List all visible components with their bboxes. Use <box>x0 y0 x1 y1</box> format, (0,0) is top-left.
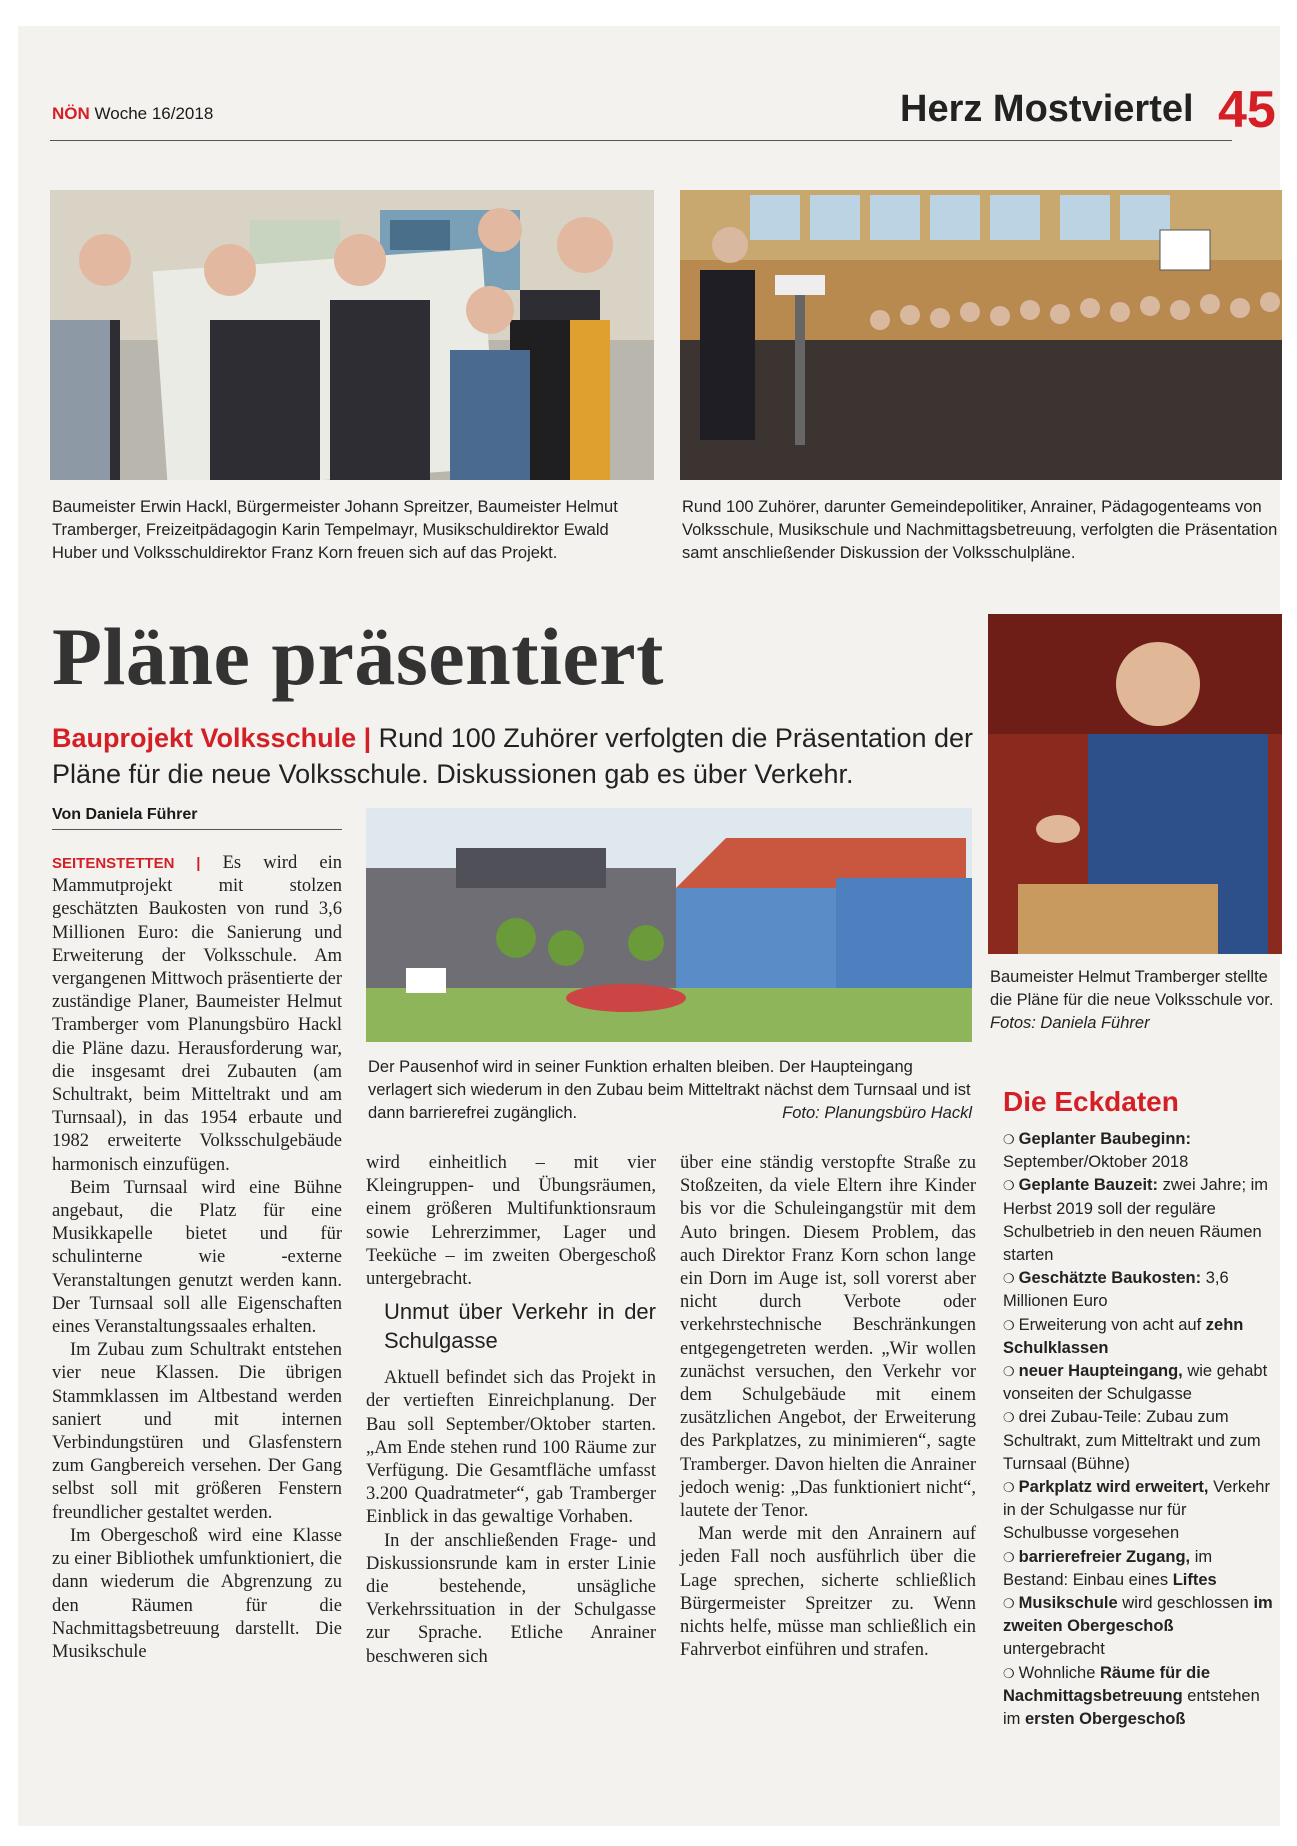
speaker-caption <box>990 966 1278 1035</box>
rendering-caption-text: Der Pausenhof wird in seiner Funktion erhalten bleiben. Der Haupteingang verlagert sich wiederum in den Zubau beim Mitteltrakt nächst dem Turnsaal und ist dann barrierefrei zugänglich. <box>368 1058 971 1122</box>
bullet-icon: ❍ <box>1003 1132 1015 1147</box>
bullet-icon: ❍ <box>1003 1178 1015 1194</box>
col1-paragraph-3: Im Zubau zum Schultrakt entstehen vier neue Klassen. Die übrigen Stammklassen im Altbestand werden saniert und mit internen Verbindungstüren und Glasfenstern zum Gangbereich versehen. Der Gang selbst soll mit größeren Fenstern freundlicher gestaltet werden. <box>52 1340 342 1523</box>
article-column-1 <box>52 852 342 1664</box>
col2-intro: wird einheitlich – mit vier Kleingruppen- und Übungsräumen, einem größeren Multifunktionsraum sowie Lehrerzimmer, Lager und Teeküche – im zweiten Obergeschoß untergebracht. <box>366 1153 656 1290</box>
eckdaten-item: ❍ Parkplatz wird erweitert, Verkehr in der Schulgasse nur für Schulbusse vorgesehen <box>1003 1478 1270 1543</box>
col1-paragraph-2: Beim Turnsaal wird eine Bühne angebaut, die Platz für eine Musikkapelle bietet und für schulinterne wie -externe Veranstaltungen genutzt werden kann. Der Turnsaal soll alle Eigenschaften eines Veranstaltungssaales erhalten. <box>52 1177 342 1338</box>
section-title: Herz Mostviertel <box>900 88 1194 130</box>
speaker-caption-text: Baumeister Helmut Tramberger stellte die Pläne für die neue Volksschule vor. <box>990 968 1274 1009</box>
eckdaten-item: ❍ Geplanter Baubeginn: September/Oktober 2018 <box>1003 1130 1192 1172</box>
article-column-3 <box>680 1152 976 1662</box>
bullet-icon: ❍ <box>1003 1317 1015 1333</box>
rendering-credit: Foto: Planungsbüro Hackl <box>782 1104 972 1122</box>
subheading: Unmut über Verkehr in der Schulgasse <box>384 1299 656 1354</box>
byline: Von Daniela Führer <box>52 806 198 823</box>
audience-photo-caption: Rund 100 Zuhörer, darunter Gemeindepolitiker, Anrainer, Pädagogenteams von Volksschule, Musikschule und Nachmittagsbetreuung, verfolgten die Präsentation samt anschließender Diskussion der Volksschulpläne. <box>682 498 1278 562</box>
group-photo <box>50 190 654 480</box>
brand-logo: NÖN <box>52 104 90 123</box>
bullet-icon: ❍ <box>1003 1480 1015 1496</box>
headline: Pläne präsentiert <box>52 611 664 702</box>
deck <box>52 720 1002 792</box>
masthead <box>52 104 213 124</box>
eckdaten-item: ❍ Musikschule wird geschlossen im zweiten Obergeschoß untergebracht <box>1003 1594 1273 1659</box>
col3-paragraph-2: Man werde mit den Anrainern auf jeden Fall noch ausführlich über die Lage sprechen, sicherte schließlich Bürgermeister Spreitzer zu. Wenn nichts helfe, müsse man schließlich ein Fahrverbot einführen und strafen. <box>680 1524 976 1661</box>
header-divider <box>50 140 1232 141</box>
speaker-credit: Fotos: Daniela Führer <box>990 1014 1150 1032</box>
eckdaten-item: ❍ Wohnliche Räume für die Nachmittagsbetreuung entstehen im ersten Obergeschoß <box>1003 1663 1260 1729</box>
eckdaten-list <box>1003 1128 1275 1731</box>
rendering-caption <box>368 1056 972 1125</box>
bullet-icon: ❍ <box>1003 1364 1015 1380</box>
byline-divider <box>52 829 342 830</box>
issue-label: Woche 16/2018 <box>94 104 214 123</box>
col2-paragraph-2: In der anschließenden Frage- und Diskussionsrunde kam in erster Linie die bestehende, unsägliche Verkehrssituation in der Schulgasse zur Sprache. Etliche Anrainer beschweren sich <box>366 1530 656 1667</box>
page-number: 45 <box>1218 81 1276 139</box>
col1-paragraph-4: Im Obergeschoß wird eine Klasse zu einer Bibliothek umfunktioniert, die dann wiederum die Abgrenzung zu den Räumen für die Nachmittagsbetreuung darstellt. Die Musikschule <box>52 1525 342 1662</box>
eckdaten-title: Die Eckdaten <box>1003 1086 1179 1117</box>
bullet-icon: ❍ <box>1003 1410 1015 1426</box>
bullet-icon: ❍ <box>1003 1271 1015 1287</box>
speaker-photo <box>988 614 1282 954</box>
bullet-icon: ❍ <box>1003 1596 1015 1612</box>
eckdaten-item: ❍ barrierefreier Zugang, im Bestand: Einbau eines Liftes <box>1003 1547 1217 1589</box>
col1-paragraph-1: SEITENSTETTEN | Es wird ein Mammutprojekt mit stolzen geschätzten Baukosten von rund 3,6 Millionen Euro: die Sanierung und Erweiterung der Volksschule. Am vergangenen Mittwoch präsentierte der zuständige Planer, Baumeister Helmut Tramberger vom Planungsbüro Hackl die Pläne dazu. Herausforderung war, die insgesamt drei Zubauten (am Schultrakt, beim Mitteltrakt und am Turnsaal), in das 1954 erbaute und 1982 erweiterte Volksschulgebäude harmonisch einzufügen. <box>52 853 342 1175</box>
school-rendering <box>366 808 972 1042</box>
audience-photo <box>680 190 1282 480</box>
group-photo-caption: Baumeister Erwin Hackl, Bürgermeister Johann Spreitzer, Baumeister Helmut Tramberger, Freizeitpädagogin Karin Tempelmayr, Musikschuldirektor Ewald Huber und Volksschuldirektor Franz Korn freuen sich auf das Projekt. <box>52 498 618 562</box>
eckdaten-item: ❍ neuer Haupteingang, wie gehabt vonseiten der Schulgasse <box>1003 1362 1268 1404</box>
eckdaten-item: ❍ Geplante Bauzeit: zwei Jahre; im Herbst 2019 soll der reguläre Schulbetrieb in den neuen Räumen starten <box>1003 1176 1269 1265</box>
bullet-icon: ❍ <box>1003 1549 1015 1565</box>
deck-text: Rund 100 Zuhörer verfolgten die Präsentation der Pläne für die neue Volksschule. Diskussionen gab es über Verkehr. <box>52 723 974 789</box>
article-column-2 <box>366 1152 656 1669</box>
kicker: Bauprojekt Volksschule | <box>52 723 372 753</box>
eckdaten-item: ❍ Erweiterung von acht auf zehn Schulklassen <box>1003 1315 1244 1357</box>
col2-paragraph-1: Aktuell befindet sich das Projekt in der vertieften Einreichplanung. Der Bau soll September/Oktober starten. „Am Ende stehen rund 100 Räume zur Verfügung. Die Gesamtfläche umfasst 3.200 Quadratmeter“, gab Tramberger Einblick in das gewaltige Vorhaben. <box>366 1368 656 1528</box>
dateline: SEITENSTETTEN | <box>52 855 201 872</box>
bullet-icon: ❍ <box>1003 1665 1015 1681</box>
col3-paragraph-1: über eine ständig verstopfte Straße zu Stoßzeiten, da viele Eltern ihre Kinder bis vor die Schuleingangstür mit dem Auto bringen. Diesem Problem, das auch Direktor Franz Korn schon lange ein Dorn im Auge ist, soll vorerst aber nicht durch Verbote oder verkehrstechnische Beschränkungen entgegengetreten werden. „Wir wollen zunächst versuchen, den Verkehr vor dem Schulgebäude mit einem zusätzlichen Angebot, der Erweiterung des Parkplatzes, zu minimieren“, sagte Tramberger. Davon hielten die Anrainer jedoch wenig: „Das funktioniert nicht“, lautete der Tenor. <box>680 1153 976 1522</box>
eckdaten-item: ❍ drei Zubau-Teile: Zubau zum Schultrakt, zum Mitteltrakt und zum Turnsaal (Bühne) <box>1003 1408 1261 1473</box>
eckdaten-item: ❍ Geschätzte Baukosten: 3,6 Millionen Euro <box>1003 1269 1229 1311</box>
